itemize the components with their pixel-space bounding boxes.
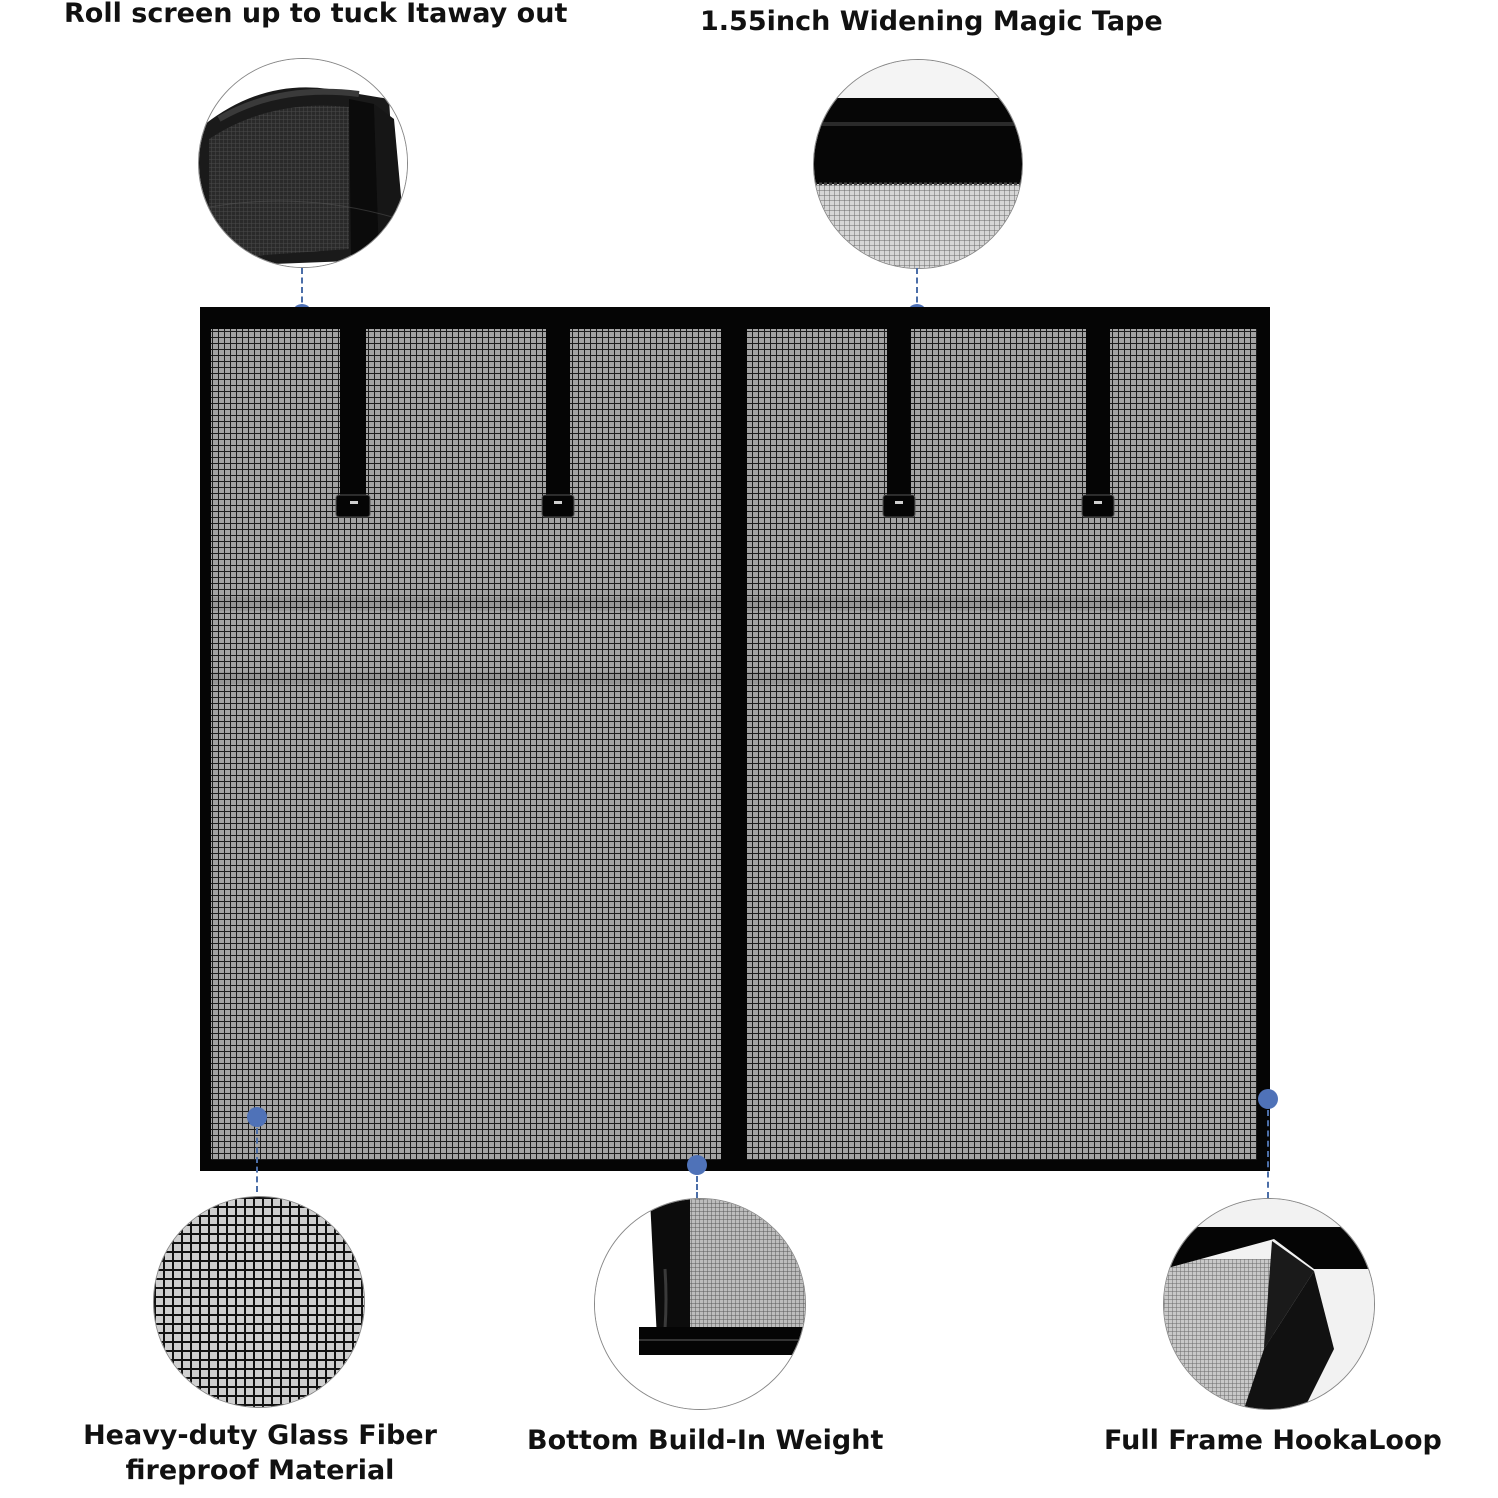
- marker-dot-weight: [687, 1155, 707, 1175]
- hook-detail-icon: [1163, 1198, 1375, 1410]
- marker-dot-hook: [1258, 1089, 1278, 1109]
- caption-magic-tape: 1.55inch Widening Magic Tape: [700, 6, 1163, 37]
- caption-glass-fiber-line1: Heavy-duty Glass Fiber: [83, 1420, 437, 1451]
- caption-roll-screen: Roll screen up to tuck Itaway out: [64, 0, 568, 29]
- marker-dot-mesh: [247, 1107, 267, 1127]
- caption-glass-fiber-line2: fireproof Material: [125, 1455, 395, 1487]
- caption-bottom-weight: Bottom Build-In Weight: [527, 1425, 884, 1456]
- caption-glass-fiber: [80, 1418, 440, 1488]
- roll-detail-icon: [198, 58, 408, 268]
- tape-detail-icon: [813, 59, 1023, 269]
- magnetic-screen-illustration: [200, 307, 1270, 1171]
- leader-line-weight: [696, 1176, 698, 1198]
- weight-detail-icon: [594, 1198, 806, 1410]
- leader-line-mesh: [256, 1128, 258, 1192]
- leader-line-hook: [1267, 1110, 1269, 1198]
- caption-hook-loop: Full Frame HookaLoop: [1104, 1425, 1442, 1456]
- mesh-detail-icon: [153, 1196, 365, 1408]
